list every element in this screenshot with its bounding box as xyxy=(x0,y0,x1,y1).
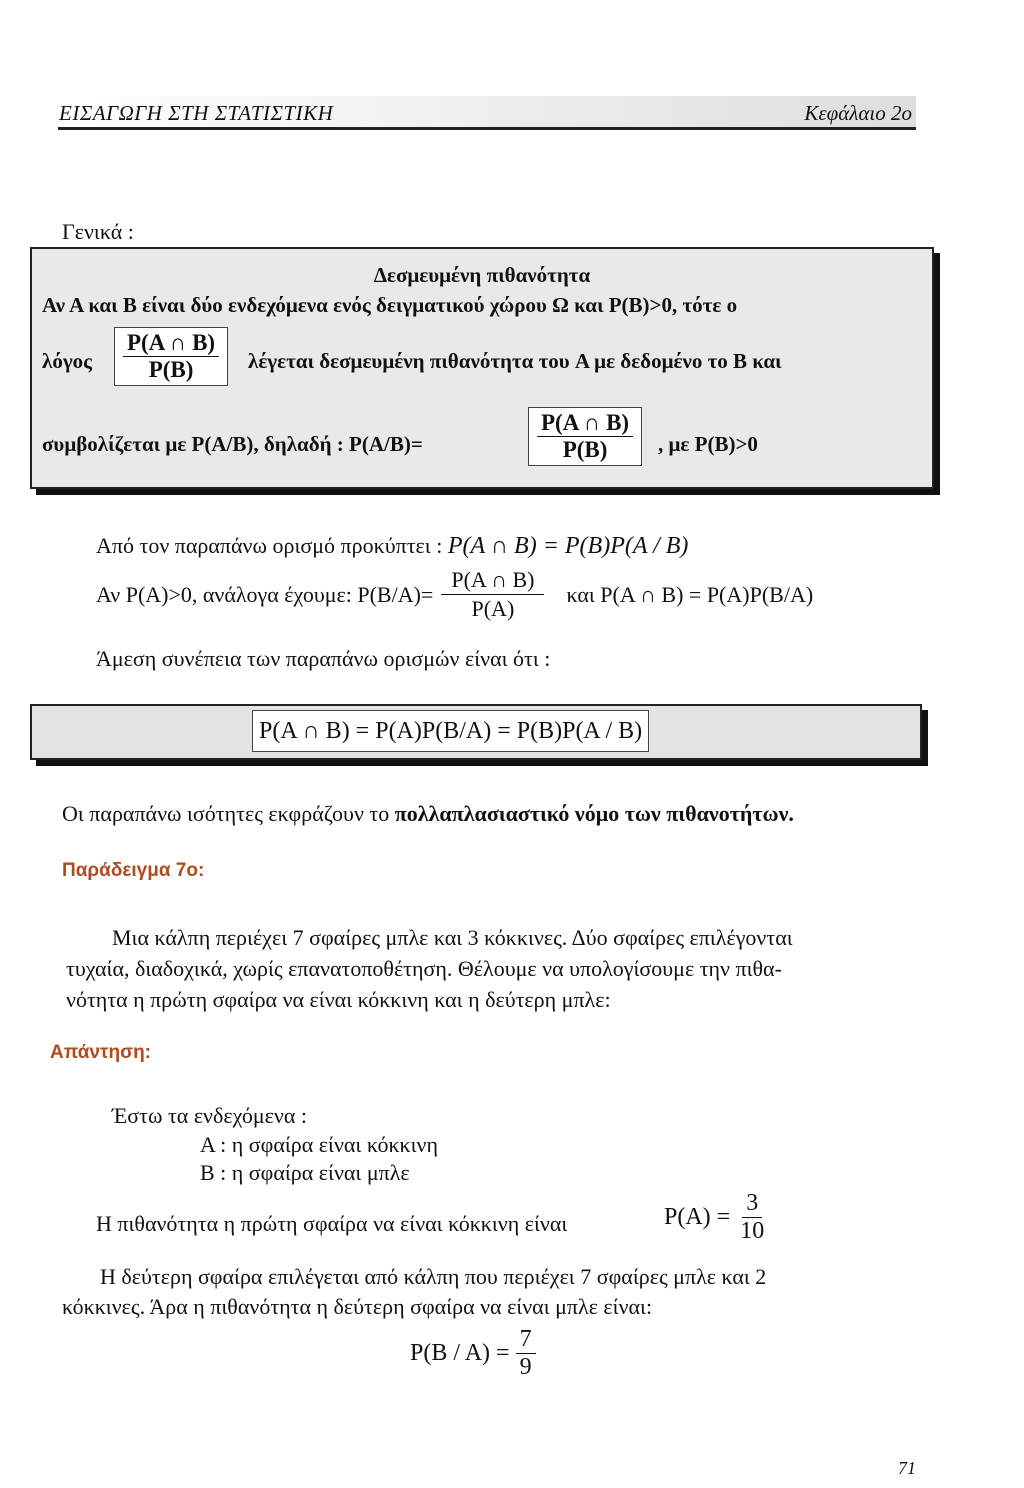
example-line-2: τυχαία, διαδοχικά, χωρίς επανατοποθέτηση. Θέλουμε να υπολογίσουμε την πιθα- xyxy=(66,956,782,981)
derivation-1-text: Από τον παραπάνω ορισμό προκύπτει : xyxy=(96,533,443,558)
definition-fraction-numerator: P(A ∩ B) xyxy=(123,330,219,357)
pa-lhs: P(A) = xyxy=(664,1204,731,1230)
definition-line-3-suffix: , με P(B)>0 xyxy=(658,432,758,456)
multiplication-law-box xyxy=(30,704,922,760)
derivation-line-2 xyxy=(96,566,813,623)
running-header-chapter: Κεφάλαιο 2ο xyxy=(804,101,912,125)
header-rule xyxy=(58,127,916,130)
second-line-1: Η δεύτερη σφαίρα επιλέγεται από κάλπη που περιέχει 7 σφαίρες μπλε και 2 xyxy=(100,1264,767,1289)
pa-text: Η πιθανότητα η πρώτη σφαίρα να είναι κόκκινη είναι xyxy=(96,1211,568,1236)
pa-denominator: 10 xyxy=(740,1218,765,1244)
page-number: 71 xyxy=(898,1458,916,1478)
event-b: B : η σφαίρα είναι μπλε xyxy=(200,1160,410,1185)
example-heading: Παράδειγμα 7ο: xyxy=(62,860,205,881)
example-paragraph xyxy=(66,922,926,1015)
second-paragraph xyxy=(62,1262,920,1322)
consequence-text: Άμεση συνέπεια των παραπάνω ορισμών είναι ότι : xyxy=(96,646,551,671)
definition-line-2-prefix: λόγος xyxy=(42,349,92,373)
events-intro: Έστω τα ενδεχόμενα : xyxy=(112,1103,308,1128)
definition-line-3-prefix: συμβολίζεται με P(A/B), δηλαδή : P(A/B)= xyxy=(42,432,423,456)
running-header-title: ΕΙΣΑΓΩΓΗ ΣΤΗ ΣΤΑΤΙΣΤΙΚΗ xyxy=(59,101,334,125)
definition-fraction-denominator: P(B) xyxy=(148,357,194,382)
law-sentence-text: Οι παραπάνω ισότητες εκφράζουν το xyxy=(62,801,390,826)
derivation-line-1 xyxy=(96,532,688,560)
derivation-2-prefix: Αν P(A)>0, ανάλογα έχουμε: P(B/A)= xyxy=(96,581,434,607)
definition-line-2-suffix: λέγεται δεσμευμένη πιθανότητα του A με δεδομένο το B και xyxy=(248,349,782,373)
definition-fraction-box xyxy=(114,327,228,386)
definition-title: Δεσμευμένη πιθανότητα xyxy=(373,263,591,287)
definition-line-1: Αν Α και Β είναι δύο ενδεχόμενα ενός δειγματικού χώρου Ω και P(B)>0, τότε ο xyxy=(42,293,738,317)
pba-numerator: 7 xyxy=(516,1326,536,1354)
second-line-2: κόκκινες. Άρα η πιθανότητα η δεύτερη σφαίρα να είναι μπλε είναι: xyxy=(62,1294,653,1319)
pba-denominator: 9 xyxy=(519,1354,532,1380)
derivation-2-denominator: P(A) xyxy=(471,596,515,621)
derivation-2-suffix: και P(A ∩ B) = P(A)P(B/A) xyxy=(566,581,814,607)
answer-heading: Απάντηση: xyxy=(50,1042,152,1063)
example-line-3: νότητα η πρώτη σφαίρα να είναι κόκκινη και η δεύτερη μπλε: xyxy=(66,987,611,1012)
definition-fraction-2-denominator: P(B) xyxy=(562,437,608,462)
definition-fraction-box-2 xyxy=(528,407,642,466)
law-sentence-bold: πολλαπλασιαστικό νόμο των πιθανοτήτων. xyxy=(394,801,794,826)
pa-numerator: 3 xyxy=(742,1190,762,1218)
derivation-2-numerator: P(A ∩ B) xyxy=(441,566,544,595)
pba-lhs: P(B / A) = xyxy=(410,1340,510,1366)
definition-box xyxy=(30,247,934,489)
definition-fraction-2-numerator: P(A ∩ B) xyxy=(537,410,633,437)
intro-text: Γενικά : xyxy=(62,219,134,244)
derivation-1-formula: P(A ∩ B) = P(B)P(A / B) xyxy=(447,533,689,559)
law-sentence xyxy=(62,800,794,828)
pa-formula xyxy=(664,1190,768,1245)
example-line-1: Μια κάλπη περιέχει 7 σφαίρες μπλε και 3 κόκκινες. Δύο σφαίρες επιλέγονται xyxy=(112,925,793,950)
multiplication-law-formula: P(A ∩ B) = P(A)P(B/A) = P(B)P(A / B) xyxy=(252,710,649,752)
pba-formula xyxy=(410,1326,536,1381)
event-a: A : η σφαίρα είναι κόκκινη xyxy=(200,1132,438,1157)
